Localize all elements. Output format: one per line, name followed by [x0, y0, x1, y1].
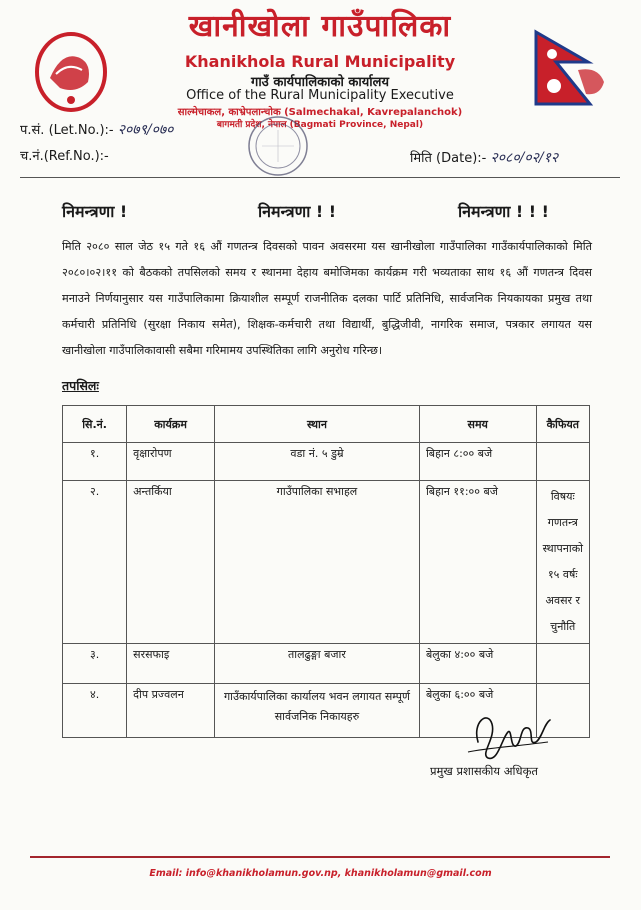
column-header-serial: सि.नं. — [63, 406, 127, 443]
date-row — [410, 148, 558, 167]
invitation-body: मिति २०८० साल जेठ १५ गते १६ औं गणतन्त्र दिवसको पावन अवसरमा यस खानीखोला गाउँपालिका गाउँकार्यपालिकाको मिति २०८०।०२।११ को बैठकको तपसिलको समय र स्थानमा देहाय बमोजिमका कार्यक्रम गरी भव्यताका साथ १६ औं गणतन्त्र दिवस मनाउने निर्णयानुसार यस गाउँपालिकामा क्रियाशील सम्पूर्ण राजनीतिक दलका पार्टि प्रतिनिधि, सार्वजनिक नियकायका प्रमुख तथा कर्मचारी प्रतिनिधि (सुरक्षा निकाय समेत), शिक्षक-कर्मचारी तथा विद्यार्थी, बुद्धिजीवी, नागरिक समाज, पत्रकार लगायत यस खानीखोला गाउँपालिकावासी सबैमा गरिमामय उपस्थितिका लागि अनुरोध गरिन्छ। — [62, 240, 592, 357]
cell-serial: २. — [63, 481, 127, 644]
nepal-emblem-icon — [32, 28, 110, 116]
signature-icon — [458, 702, 558, 764]
invitation-heading-1: निमन्त्रणा ! — [62, 202, 128, 221]
office-title-nepali: गाउँ कार्यपालिकाको कार्यालय — [251, 75, 389, 90]
cell-time: बिहान ८:०० बजे — [419, 443, 536, 481]
table-row — [63, 644, 590, 684]
reference-number-label: च.नं.(Ref.No.):- — [20, 149, 109, 164]
municipality-title-nepali: खानीखोला गाउँपालिका — [188, 9, 452, 44]
footer-divider — [30, 856, 610, 858]
municipality-title-english: Khanikhola Rural Municipality — [184, 52, 456, 71]
cell-venue: गाउँपालिका सभाहल — [215, 481, 420, 644]
cell-venue: गाउँकार्यपालिका कार्यालय भवन लगायत सम्पूर्ण सार्वजनिक निकायहरु — [215, 684, 420, 738]
cell-venue: तालढुङ्गा बजार — [215, 644, 420, 684]
letter-number-label: प.सं. (Let.No.):- — [20, 123, 114, 138]
table-row — [63, 443, 590, 481]
cell-time: बेलुका ४:०० बजे — [419, 644, 536, 684]
cell-program: दीप प्रज्वलन — [127, 684, 215, 738]
date-value: २०८०/०२/१२ — [490, 150, 559, 166]
office-address: साल्मेचाकल, काभ्रेपलान्चोक (Salmechakal, Kavrepalanchok) — [177, 107, 463, 118]
office-province: बागमती प्रदेश, नेपाल (Bagmati Province, Nepal) — [216, 120, 424, 130]
cell-program: अन्तर्किया — [127, 481, 215, 644]
letter-number-row — [20, 120, 173, 139]
date-label: मिति (Date):- — [410, 151, 487, 166]
column-header-remarks: कैफियत — [536, 406, 589, 443]
column-header-time: समय — [419, 406, 536, 443]
office-stamp-icon — [246, 114, 310, 178]
details-label: तपसिलः — [62, 378, 99, 393]
office-title-english: Office of the Rural Municipality Executive — [186, 88, 454, 103]
cell-serial: ४. — [63, 684, 127, 738]
cell-program: सरसफाइ — [127, 644, 215, 684]
cell-time: बेलुका ६:०० बजे — [419, 684, 536, 738]
table-header-row — [63, 406, 590, 443]
cell-serial: ३. — [63, 644, 127, 684]
cell-remarks — [536, 644, 589, 684]
invitation-heading-2: निमन्त्रणा ! ! — [258, 202, 337, 221]
column-header-venue: स्थान — [215, 406, 420, 443]
footer-contact: Email: info@khanikholamun.gov.np, khanikholamun@gmail.com — [149, 868, 492, 879]
reference-number-row — [20, 146, 109, 164]
cell-program: वृक्षारोपण — [127, 443, 215, 481]
letter-number-value: २०७९/०७० — [117, 122, 174, 138]
column-header-program: कार्यक्रम — [127, 406, 215, 443]
header-divider — [20, 177, 620, 178]
program-schedule-table — [62, 405, 590, 738]
cell-venue: वडा नं. ५ डुम्रे — [215, 443, 420, 481]
cell-time: बिहान ११:०० बजे — [419, 481, 536, 644]
invitation-heading-3: निमन्त्रणा ! ! ! — [458, 202, 549, 221]
cell-remarks: विषयः गणतन्त्र स्थापनाको १५ वर्षः अवसर र चुनौति — [536, 481, 589, 644]
table-row — [63, 481, 590, 644]
signatory-title: प्रमुख प्रशासकीय अधिकृत — [430, 764, 538, 778]
nepal-flag-icon — [530, 26, 612, 112]
cell-remarks — [536, 443, 589, 481]
cell-serial: १. — [63, 443, 127, 481]
